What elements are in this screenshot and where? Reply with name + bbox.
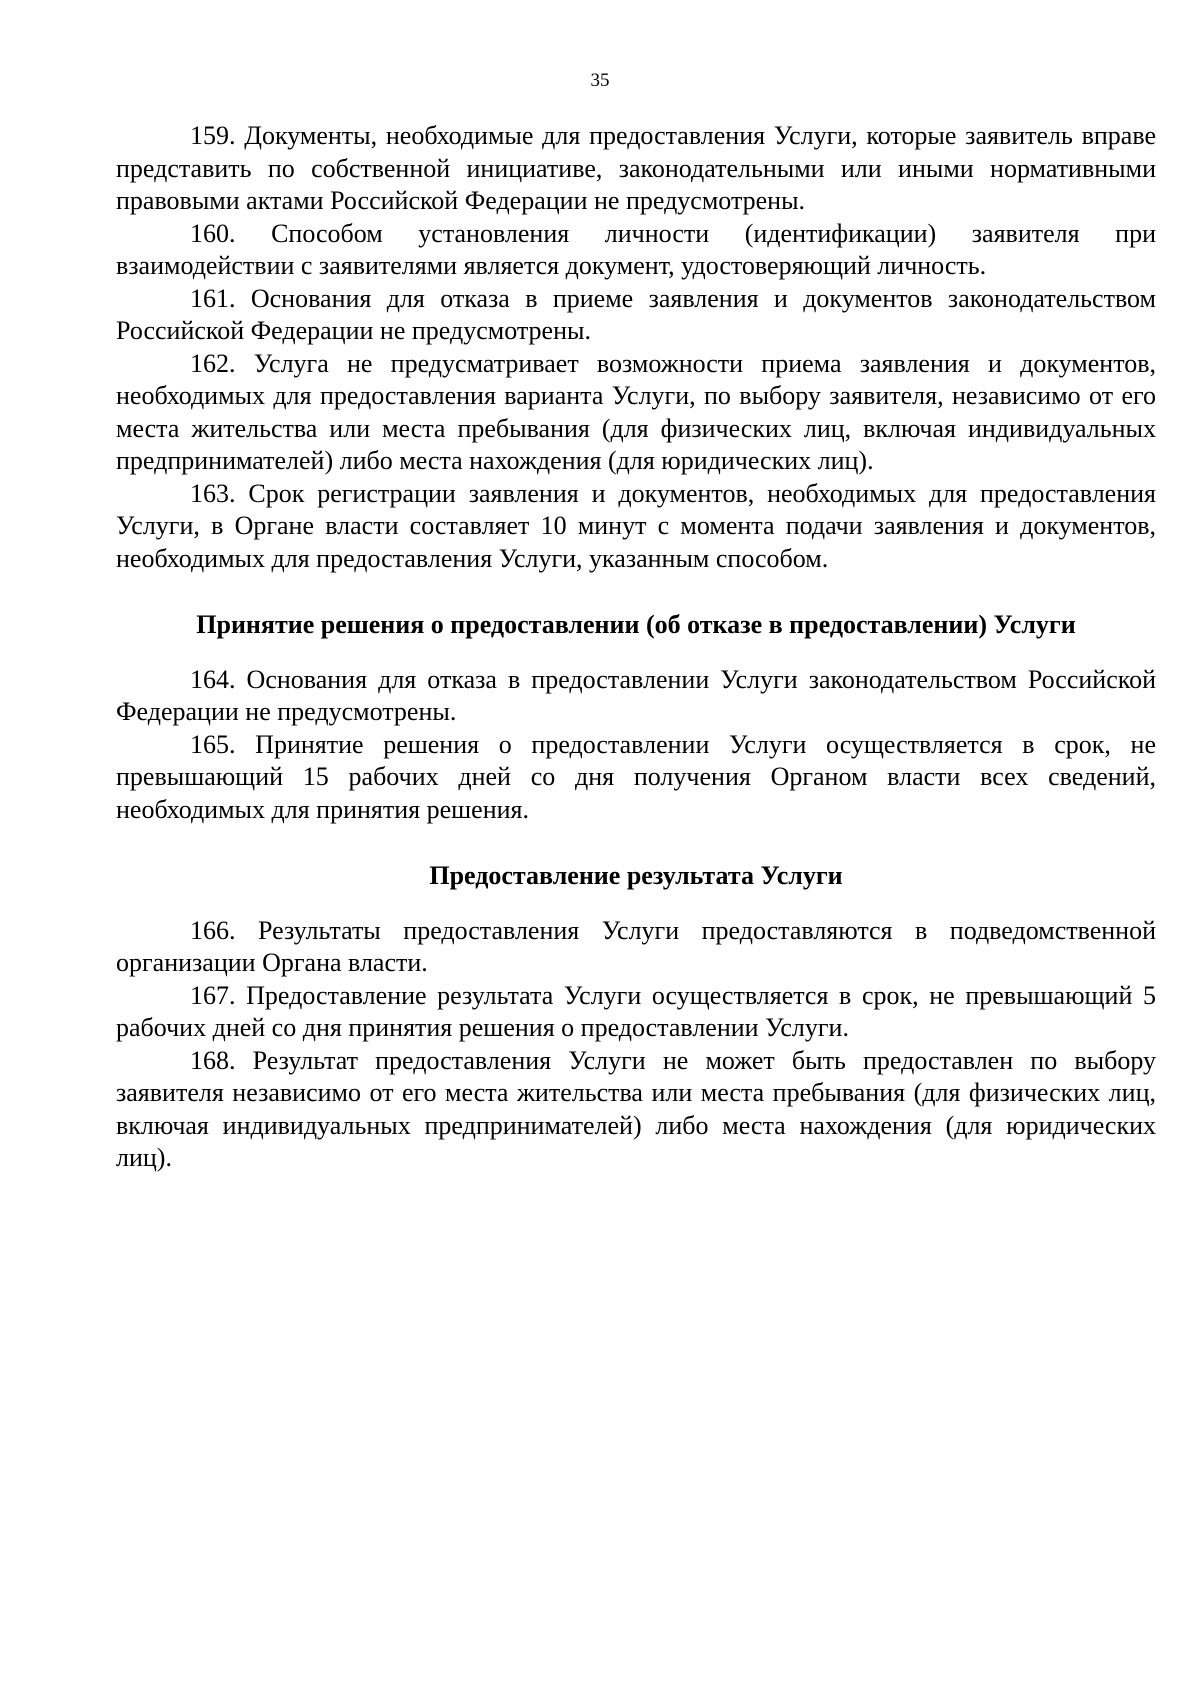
section-heading-decision: Принятие решения о предоставлении (об отказе в предоставлении) Услуги: [196, 610, 1076, 639]
document-body: [116, 120, 1156, 1175]
paragraph-161: 161. Основания для отказа в приеме заявления и документов законодательством Российской Федерации не предусмотрены.: [116, 283, 1156, 345]
paragraph-160: 160. Способом установления личности (идентификации) заявителя при взаимодействии с заявителями является документ, удостоверяющий личность.: [116, 218, 1156, 280]
section-decision-body: [116, 664, 1156, 827]
paragraph-159: 159. Документы, необходимые для предоставления Услуги, которые заявитель вправе представить по собственной инициативе, законодательными или иными нормативными правовыми актами Российской Федерации не предусмотрены.: [116, 121, 1156, 215]
paragraph-164: 164. Основания для отказа в предоставлении Услуги законодательством Российской Федерации не предусмотрены.: [116, 664, 1156, 726]
section-heading-result: Предоставление результата Услуги: [429, 861, 843, 890]
paragraph-167: 167. Предоставление результата Услуги осуществляется в срок, не превышающий 5 рабочих дней со дня принятия решения о предоставлении Услуги.: [116, 980, 1156, 1042]
paragraph-165: 165. Принятие решения о предоставлении Услуги осуществляется в срок, не превышающий 15 рабочих дней со дня получения Органом власти всех сведений, необходимых для принятия решения.: [116, 729, 1156, 824]
section-result-body: [116, 915, 1156, 1175]
paragraph-166: 166. Результаты предоставления Услуги предоставляются в подведомственной организации Органа власти.: [116, 915, 1156, 977]
paragraph-162: 162. Услуга не предусматривает возможности приема заявления и документов, необходимых для предоставления варианта Услуги, по выбору заявителя, независимо от его места жительства или места пребывания (для физических лиц, включая индивидуальных предпринимателей) либо места нахождения (для юридических лиц).: [116, 348, 1156, 475]
paragraph-163: 163. Срок регистрации заявления и документов, необходимых для предоставления Услуги, в Органе власти составляет 10 минут с момента подачи заявления и документов, необходимых для предоставления Услуги, указанным способом.: [116, 478, 1156, 573]
page-number: 35: [590, 70, 610, 91]
paragraph-168: 168. Результат предоставления Услуги не может быть предоставлен по выбору заявителя независимо от его места жительства или места пребывания (для физических лиц, включая индивидуальных предпринимателей) либо места нахождения (для юридических лиц).: [116, 1045, 1156, 1172]
